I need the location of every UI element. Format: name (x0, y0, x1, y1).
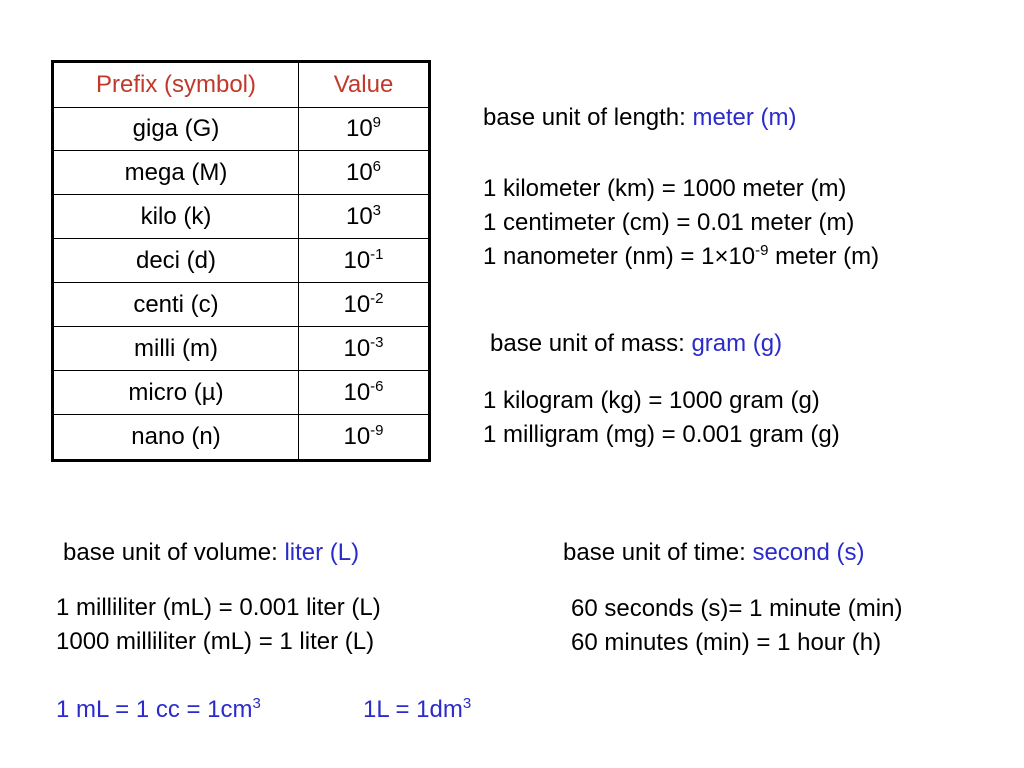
table-row (53, 371, 430, 415)
value-exponent: -1 (370, 245, 384, 263)
value-base: 10 (343, 290, 371, 318)
value-base: 10 (343, 423, 371, 451)
value-base: 10 (343, 246, 371, 274)
table-row (53, 151, 430, 195)
prefix-cell: milli (m) (53, 327, 299, 371)
value-cell (299, 327, 430, 371)
table-row (53, 239, 430, 283)
value-base: 10 (345, 158, 373, 186)
mass-conversions (483, 384, 840, 452)
volume-eq2-text: 1L = 1dm (363, 696, 463, 723)
value-base: 10 (345, 202, 373, 230)
table-row (53, 283, 430, 327)
volume-line-2: 1000 milliliter (mL) = 1 liter (L) (56, 628, 375, 655)
header-prefix: Prefix (symbol) (53, 62, 299, 108)
value-cell (299, 415, 430, 461)
value-exponent: 3 (372, 201, 382, 219)
table-header-row (53, 62, 430, 108)
volume-line-1: 1 milliliter (mL) = 0.001 liter (L) (56, 594, 381, 621)
length-line-3-pre: 1 nanometer (nm) = 1×10 (483, 243, 756, 270)
volume-eq2-exponent: 3 (462, 695, 472, 712)
mass-unit: gram (g) (691, 330, 783, 357)
header-value: Value (299, 62, 430, 108)
length-line-3 (483, 240, 879, 274)
time-line-1: 60 seconds (s)= 1 minute (min) (571, 595, 903, 622)
prefix-cell: centi (c) (53, 283, 299, 327)
time-heading (563, 536, 864, 570)
value-cell (299, 151, 430, 195)
volume-equivalence-2 (363, 693, 471, 727)
volume-equivalence-1 (56, 693, 261, 727)
value-exponent: 9 (372, 113, 382, 131)
prefix-cell: deci (d) (53, 239, 299, 283)
value-base: 10 (343, 378, 371, 406)
volume-heading (63, 536, 359, 570)
table-row (53, 107, 430, 151)
prefix-cell: nano (n) (53, 415, 299, 461)
time-conversions (571, 592, 902, 660)
time-line-2: 60 minutes (min) = 1 hour (h) (571, 629, 882, 656)
value-cell (299, 107, 430, 151)
value-cell (299, 371, 430, 415)
value-exponent: 6 (372, 157, 382, 175)
length-unit: meter (m) (692, 104, 797, 131)
value-base: 10 (345, 114, 373, 142)
mass-heading (490, 327, 782, 361)
time-unit: second (s) (752, 539, 865, 566)
prefix-cell: micro (µ) (53, 371, 299, 415)
volume-eq1-exponent: 3 (252, 695, 261, 712)
prefix-table (51, 60, 431, 462)
length-line-2: 1 centimeter (cm) = 0.01 meter (m) (483, 209, 855, 236)
value-exponent: -9 (370, 422, 384, 440)
table-row (53, 415, 430, 461)
value-cell (299, 239, 430, 283)
length-line-3-exponent: -9 (755, 242, 769, 259)
length-conversions (483, 172, 879, 274)
value-exponent: -6 (370, 377, 384, 395)
value-exponent: -2 (370, 289, 384, 307)
value-exponent: -3 (370, 333, 384, 351)
volume-heading-label: base unit of volume: (63, 539, 285, 566)
mass-line-1: 1 kilogram (kg) = 1000 gram (g) (483, 387, 820, 414)
length-line-1: 1 kilometer (km) = 1000 meter (m) (483, 175, 847, 202)
volume-eq1-text: 1 mL = 1 cc = 1cm (56, 696, 253, 723)
value-base: 10 (343, 334, 371, 362)
mass-heading-label: base unit of mass: (490, 330, 692, 357)
prefix-cell: mega (M) (53, 151, 299, 195)
prefix-cell: kilo (k) (53, 195, 299, 239)
length-heading (483, 101, 796, 135)
value-cell (299, 195, 430, 239)
table-row (53, 195, 430, 239)
length-heading-label: base unit of length: (483, 104, 693, 131)
volume-unit: liter (L) (284, 539, 360, 566)
prefix-cell: giga (G) (53, 107, 299, 151)
value-cell (299, 283, 430, 327)
volume-conversions (56, 591, 381, 659)
time-heading-label: base unit of time: (563, 539, 753, 566)
mass-line-2: 1 milligram (mg) = 0.001 gram (g) (483, 421, 840, 448)
table-row (53, 327, 430, 371)
length-line-3-post: meter (m) (768, 243, 880, 270)
